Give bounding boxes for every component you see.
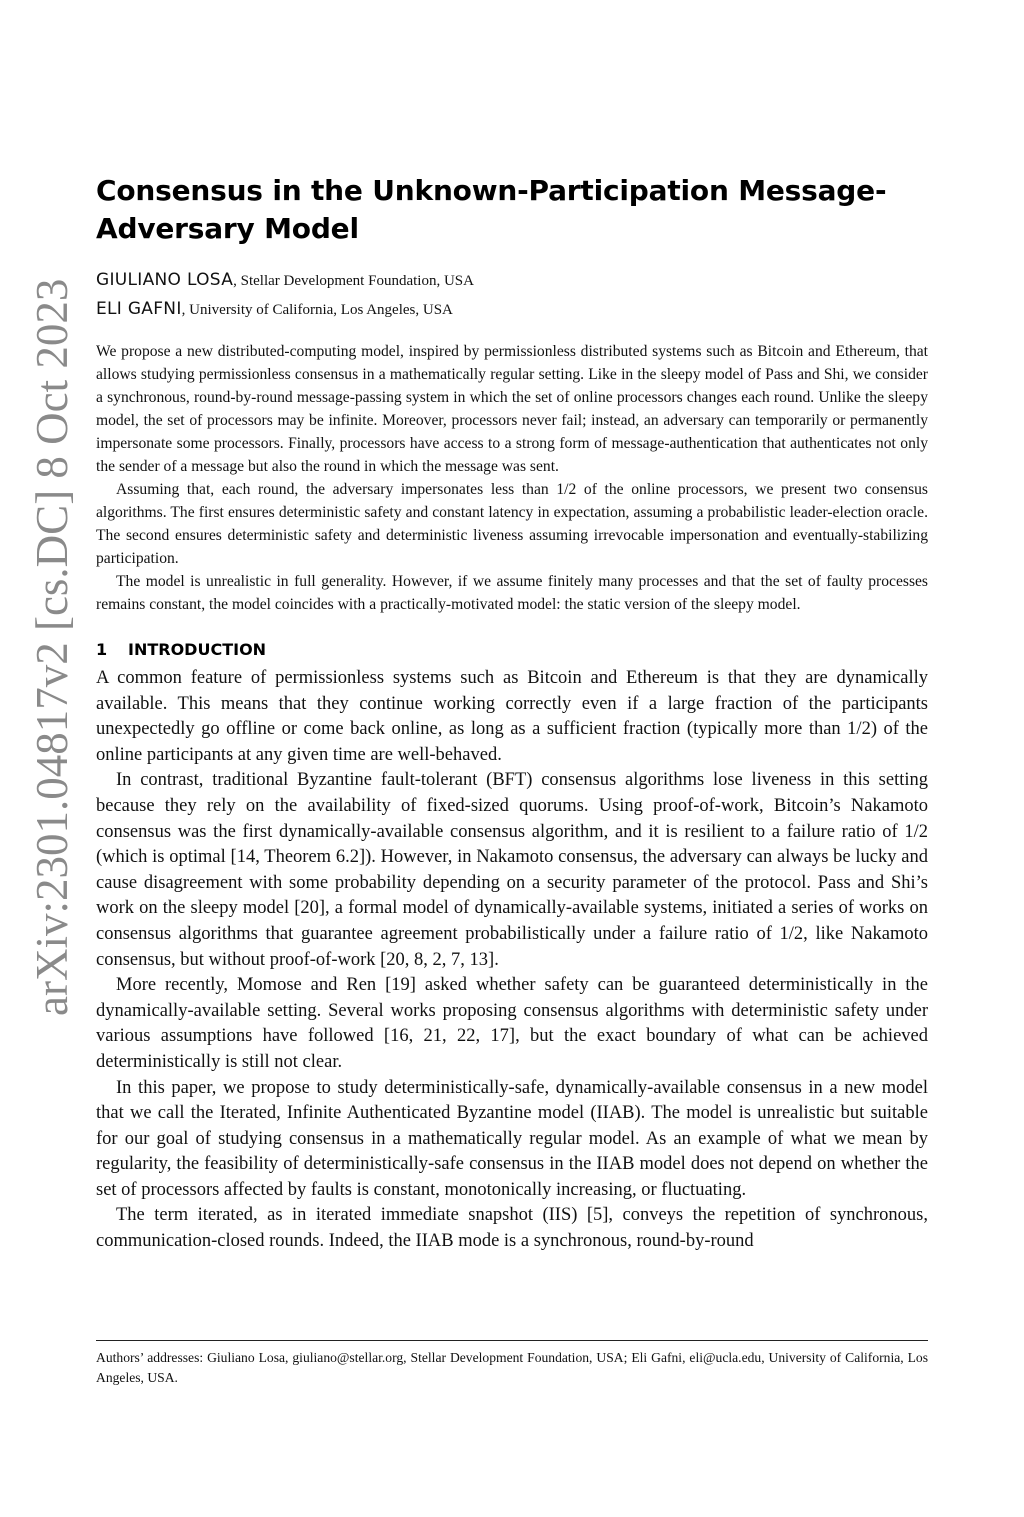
body-paragraph: In this paper, we propose to study deterministically-safe, dynamically-available consensus in a new model that we call the Iterated, Infinite Authenticated Byzantine model (IIAB). The model is unrealistic but suitable for our goal of studying consensus in a mathematically regular model. As an example of what we mean by regularity, the feasibility of deterministically-safe consensus in the IIAB model does not depend on whether the set of processors affected by faults is constant, monotonically increasing, or fluctuating. (96, 1077, 928, 1200)
paper-title: Consensus in the Unknown-Participation Message-Adversary Model (96, 174, 887, 245)
author-line (96, 295, 928, 324)
author-name: GIULIANO LOSA (96, 270, 234, 290)
author-affiliation: , University of California, Los Angeles, USA (181, 302, 453, 318)
abstract (96, 340, 928, 616)
body-paragraph: The term iterated, as in iterated immediate snapshot (IIS) [5], conveys the repetition of synchronous, communication-closed rounds. Indeed, the IIAB mode is a synchronous, round-by-round (96, 1205, 928, 1252)
author-affiliation: , Stellar Development Foundation, USA (233, 273, 474, 289)
section-title: INTRODUCTION (128, 640, 267, 659)
author-block (96, 266, 928, 324)
author-line (96, 266, 928, 295)
body-paragraph: A common feature of permissionless systems such as Bitcoin and Ethereum is that they are dynamically available. This means that they continue working correctly even if a large fraction of the participants unexpectedly go offline or come back online, as long as a sufficient fraction (typically more than 1/2) of the online participants at any given time are well-behaved. (96, 668, 928, 765)
main-content (96, 172, 928, 1255)
abstract-paragraph: We propose a new distributed-computing model, inspired by permissionless distributed systems such as Bitcoin and Ethereum, that allows studying permissionless consensus in a mathematically regular setting. Like in the sleepy model of Pass and Shi, we consider a synchronous, round-by-round message-passing system in which the set of online processors changes each round. Unlike the sleepy model, the set of processors may be infinite. Moreover, processors never fail; instead, an adversary can temporarily or permanently impersonate some processors. Finally, processors have access to a strong form of message-authentication that authenticates not only the sender of a message but also the round in which the message was sent. (96, 343, 928, 475)
introduction-body (96, 666, 928, 1255)
abstract-paragraph: Assuming that, each round, the adversary impersonates less than 1/2 of the online processors, we present two consensus algorithms. The first ensures deterministic safety and constant latency in expectation, assuming a probabilistic leader-election oracle. The second ensures deterministic safety and deterministic liveness assuming irrevocable impersonation and eventually-stabilizing participation. (96, 481, 928, 567)
author-name: ELI GAFNI (96, 299, 182, 319)
arxiv-sidebar-stamp: arXiv:2301.04817v2 [cs.DC] 8 Oct 2023 (27, 278, 77, 1016)
section-heading (96, 638, 928, 662)
section-number: 1 (96, 640, 108, 659)
body-paragraph: In contrast, traditional Byzantine fault-tolerant (BFT) consensus algorithms lose liveness in this setting because they rely on the availability of fixed-sized quorums. Using proof-of-work, Bitcoin’s Nakamoto consensus was the first dynamically-available consensus algorithm, and it is resilient to a failure ratio of 1/2 (which is optimal [14, Theorem 6.2]). However, in Nakamoto consensus, the adversary can always be lucky and cause disagreement with some probability depending on a security parameter of the protocol. Pass and Shi’s work on the sleepy model [20], a formal model of dynamically-available systems, initiated a series of works on consensus algorithms that guarantee agreement probabilistically under a failure ratio of 1/2, like Nakamoto consensus, but without proof-of-work [20, 8, 2, 7, 13]. (96, 770, 928, 970)
authors-address-footnote: Authors’ addresses: Giuliano Losa, giuliano@stellar.org, Stellar Development Foundation, USA; Eli Gafni, eli@ucla.edu, University of California, Los Angeles, USA. (96, 1350, 928, 1385)
footnote-divider (96, 1340, 928, 1341)
abstract-paragraph: The model is unrealistic in full generality. However, if we assume finitely many processes and that the set of faulty processes remains constant, the model coincides with a practically-motivated model: the static version of the sleepy model. (96, 573, 928, 613)
body-paragraph: More recently, Momose and Ren [19] asked whether safety can be guaranteed deterministically in the dynamically-available setting. Several works proposing consensus algorithms with deterministic safety under various assumptions have followed [16, 21, 22, 17], but the exact boundary of what can be achieved deterministically is still not clear. (96, 975, 928, 1072)
